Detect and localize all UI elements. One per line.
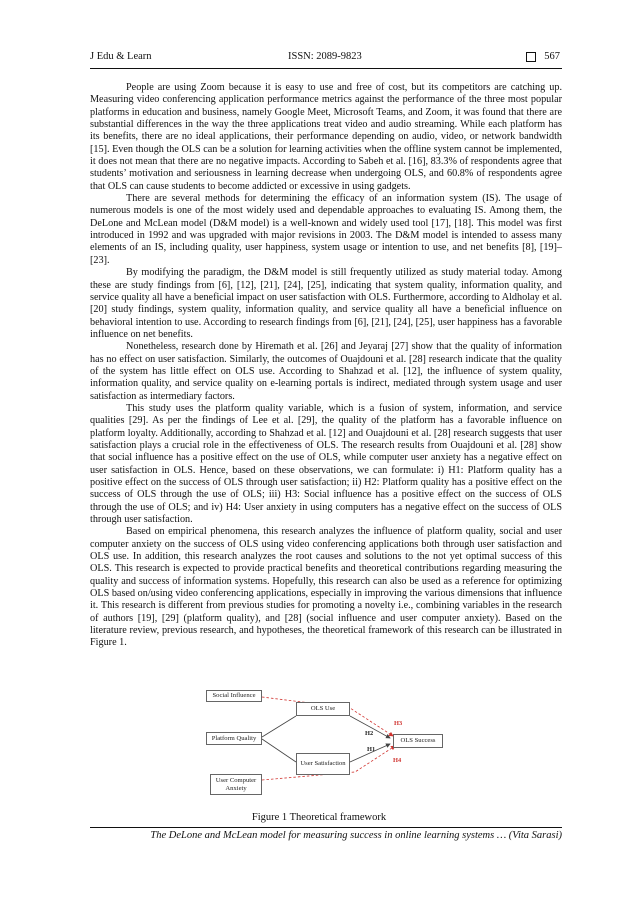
- page-number: 567: [544, 51, 560, 62]
- paragraph: People are using Zoom because it is easy to use and free of cost, but its competitors are catching up. Measuring video conferencing application performance metrics against the performance of the three most popular platforms in education and business, namely Google Meet, Microsoft Teams, and Zoom, it was found that there are substantial differences in the way the three applications treat video and audio streaming. While each platform has its benefits, there are no ideal applications, their performance depending on audio, video, or network bandwidth [15]. Even though the OLS can be a solution for learning activities when the offline system cannot be implemented, it does not mean that there are no negative impacts. According to Sabeh et al. [16], 83.3% of respondents agree that students’ motivation and seriousness in learning decrease when undergoing OLS, and 60.8% of respondents agree that OLS can cause students to become addicted or excessive in using gadgets.: [90, 82, 562, 192]
- node-user-computer-anxiety: User Computer Anxiety: [210, 774, 262, 795]
- header-rule: [90, 68, 562, 69]
- node-platform-quality: Platform Quality: [206, 732, 262, 745]
- paragraph: By modifying the paradigm, the D&M model is still frequently utilized as study material today. Among these are study findings from [6], [12], [21], [24], [25], indicating that system quality, information quality, and service quality all have a beneficial impact on user satisfaction with OLS. Furthermore, according to Aldholay et al. [20] study findings, system quality, information quality, and service quality all have a beneficial influence on behavioral intention to use. According to research findings from [6], [21], [24], [25], user happiness has a favorable influence on net benefits.: [90, 267, 562, 340]
- paragraph: Based on empirical phenomena, this research analyzes the influence of platform quality, social and user computer anxiety on the success of OLS using video conferencing applications both through user satisfaction and OLS use. In addition, this research analyzes the root causes and solutions to the not yet optimal success of this OLS. This research is expected to provide practical benefits and theoretical contributions regarding measuring the quality and success of information systems. Hopefully, this research can also be used as a reference for optimizing OLS based on/using video conferencing applications, especially in improving the various dimensions that influence it. This research is different from previous studies for promoting a novelty i.e., combining variables in the research of authors [19], [29] (platform quality), and [28] (social influence and user computer anxiety). Based on the literature review, previous research, and hypotheses, the theoretical framework of this research can be illustrated in Figure 1.: [90, 526, 562, 649]
- label-h4: H4: [393, 757, 402, 764]
- running-footer: The DeLone and McLean model for measuring success in online learning systems … (Vita Sarasi): [150, 830, 562, 841]
- paragraph: Nonetheless, research done by Hiremath et al. [26] and Jeyaraj [27] show that the quality of information has no effect on user satisfaction. Similarly, the outcomes of Ouajdouni et al. [28] research indicate that the quality of the system has little effect on OLS use. According to Shahzad et al. [12], the influence of system quality, information quality, and service quality on e-learning portals is indirect, mediated through system usage and user satisfaction as intermediary factors.: [90, 341, 562, 402]
- figure-caption: Figure 1 Theoretical framework: [251, 812, 387, 823]
- label-h3: H3: [394, 720, 403, 727]
- node-ols-use: OLS Use: [296, 702, 350, 716]
- arrow-platform-to-satisfaction: [262, 739, 296, 762]
- paragraph: This study uses the platform quality variable, which is a fusion of system, information, and service qualities [29]. As per the findings of Lee et al. [29], the quality of the platform has a favorable influence on platform loyalty. Additionally, according to Shahzad et al. [12] and Ouajdouni et al. [28] research suggests that user satisfaction plays a crucial role in the effectiveness of OLS. The research results from Ouajdouni et al. [28] show that social influence has a positive effect on the use of OLS, while computer user anxiety has a negative effect on user satisfaction in OLS. Hence, based on these observations, we can formulate: i) H1: Platform quality has a positive effect on the success of OLS through user satisfaction; ii) H2: Platform quality has a positive effect on the success of OLS through the use of OLS; iii) H3: Social influence has a positive effect on the success of OLS through the use of OLS; and iv) H4: User anxiety in using computers has a negative effect on the success of OLS through user satisfaction.: [90, 402, 562, 526]
- theoretical-framework-diagram: [195, 680, 455, 805]
- issn: ISSN: 2089-9823: [288, 51, 362, 62]
- body-text: [90, 82, 562, 650]
- footer-rule: [90, 827, 562, 828]
- node-social-influence: Social Influence: [206, 690, 262, 702]
- label-h2: H2: [365, 730, 374, 737]
- running-header: [90, 51, 560, 67]
- paragraph: There are several methods for determining the efficacy of an information system (IS). The usage of numerous models is one of the most widely used and dependable approaches to evaluating IS. Among them, the DeLone and McLean model (D&M model) is a well-known and widely used tool [17], [18]. This model was first introduced in 1992 and was upgraded with major revisions in 2003. The D&M model is intended to assess many elements of an IS, including quality, user happiness, system usage or intention to use, and net benefits [8], [19]–[23].: [90, 193, 562, 266]
- journal-name: J Edu & Learn: [90, 51, 152, 62]
- square-bullet-icon: [526, 52, 536, 62]
- node-ols-success: OLS Success: [393, 734, 443, 748]
- node-user-satisfaction: User Satisfaction: [296, 753, 350, 775]
- label-h1: H1: [367, 746, 376, 753]
- arrow-platform-to-olsuse: [262, 716, 296, 737]
